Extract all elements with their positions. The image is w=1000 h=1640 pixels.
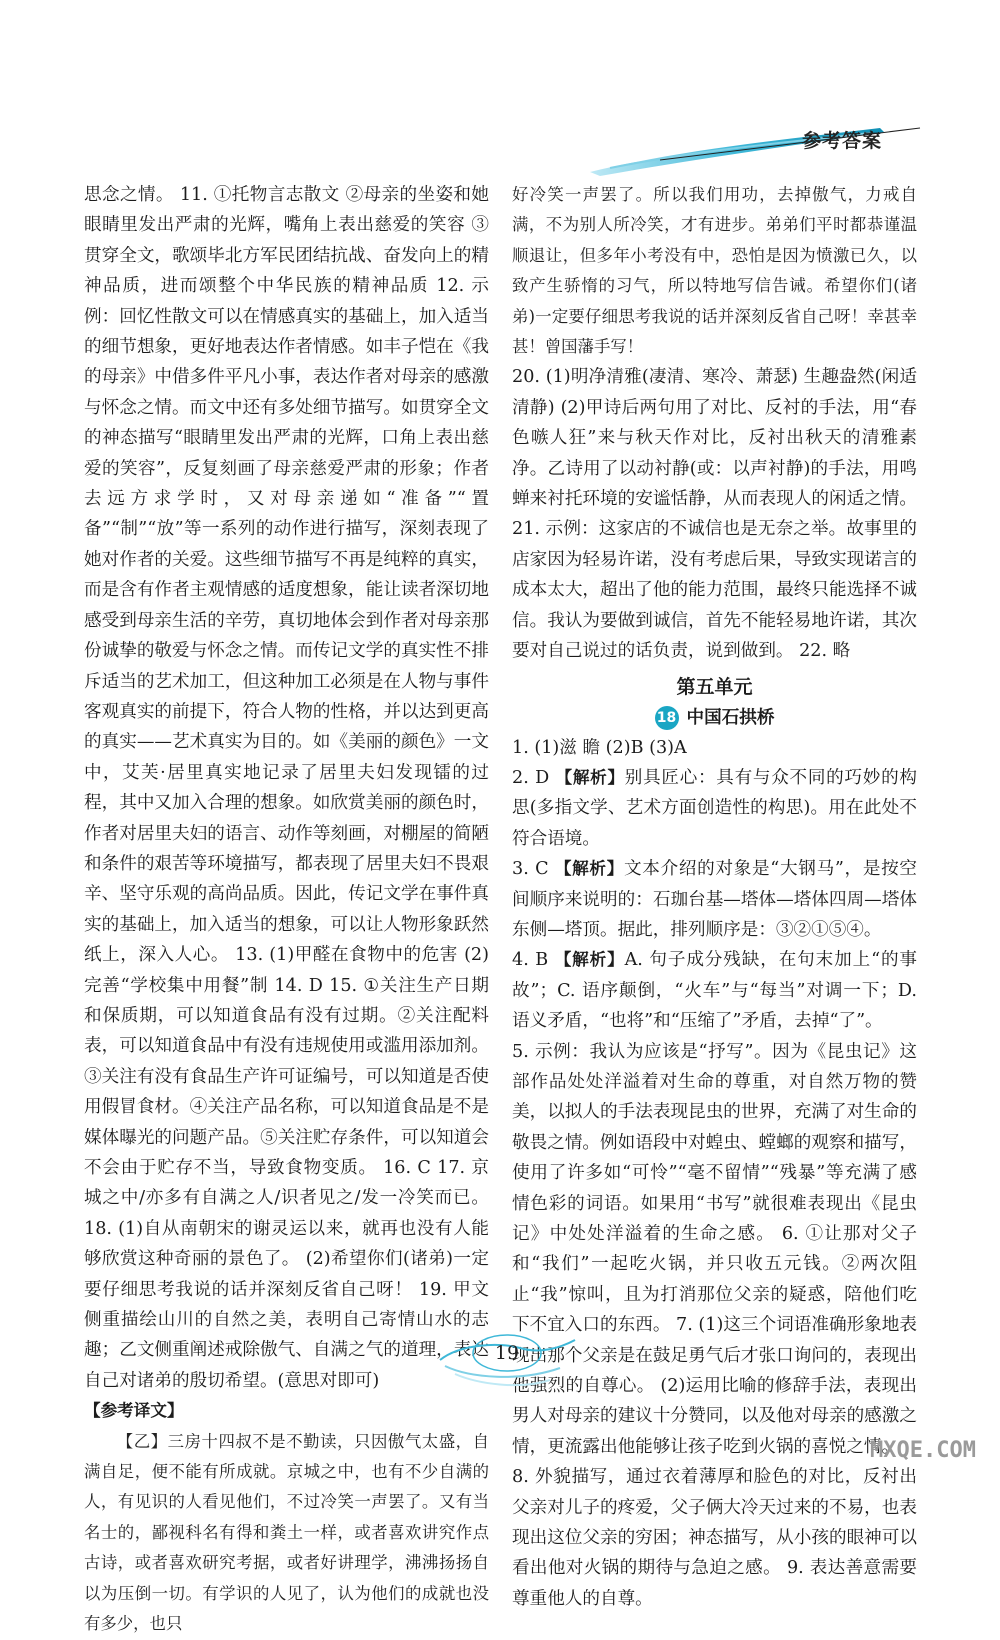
answer-3-number: 3. C (512, 859, 549, 880)
answer-4-number: 4. B (512, 950, 549, 971)
answer-4-text: A. 句子成分残缺，在句末加上“的事故”；C. 语序颠倒，“火车”与“每当”对调一下；D. 语义矛盾，“也将”和“压缩了”矛盾，去掉“了”。 (512, 950, 918, 1032)
answer-20-22: 20. (1)明净清雅(凄清、寒冷、萧瑟) 生趣盎然(闲适清静) (2)甲诗后两句用了对比、反衬的手法，用“春色嗾人狂”来与秋天作对比，反衬出秋天的清雅素净。乙诗用了以动衬静(或：以声衬静)的手法，用鸣蝉来衬托环境的安谧恬静，从而表现人的闲适之情。 21. 示例：这家店的不诚信也是无奈之举。故事里的店家因为轻易许诺，没有考虑后果，导致实现诺言的成本太大，超出了他的能力范围，最终只能选择不诚信。我认为要做到诚信，首先不能轻易地许诺，其次要对自己说过的话负责，说到做到。 22. 略 (512, 367, 917, 662)
analysis-label: 【解析】 (554, 859, 624, 879)
answer-5-7: 5. 示例：我认为应该是“抒写”。因为《昆虫记》这部作品处处洋溢着对生命的尊重，对自然万物的赞美，以拟人的手法表现昆虫的世界，充满了对生命的敬畏之情。例如语段中对蝗虫、螳螂的观察和描写，使用了许多如“可怜”“毫不留情”“残暴”等充满了感情色彩的词语。如果用“书写”就很难表现出《昆虫记》中处处洋溢着的生命之感。 6. ①让那对父子和“我们”一起吃火锅，并只收五元钱。②两次阻止“我”惊叫，且为打消那位父亲的疑惑，陪他们吃下不宜入口的东西。 7. (1)这三个词语准确形象地表现出那个父亲是在鼓足勇气后才张口询问的，表现出他强烈的自尊心。 (2)运用比喻的修辞手法，表现出男人对母亲的建议十分赞同，以及他对母亲的感激之情，更流露出他能够让孩子吃到火锅的喜悦之情。 (512, 1041, 917, 1457)
lesson-number-badge: 18 (655, 706, 679, 730)
page-header (0, 0, 1000, 175)
translation-label: 【参考译文】 (84, 1401, 184, 1421)
header-title: 参考答案 (801, 130, 882, 152)
watermark-logo: MXQE.COM (870, 1438, 976, 1463)
answer-1: 1. (1)滋 瞻 (2)B (3)A (512, 737, 687, 758)
left-column (84, 180, 489, 1634)
answer-text: 思念之情。 11. ①托物言志散文 ②母亲的坐姿和她眼睛里发出严肃的光辉，嘴角上表出慈爱的笑容 ③贯穿全文，歌颂毕北方军民团结抗战、奋发向上的精神品质，进而颂整个中华民族的精神品质 12. 示例：回忆性散文可以在情感真实的基础上，加入适当的细节想象，更好地表达作者情感。如丰子恺在《我的母亲》中借多件平凡小事，表达作者对母亲的感激与怀念之情。而文中还有多处细节描写。如贯穿全文的神态描写“眼睛里发出严肃的光辉，口角上表出慈爱的笑容”，反复刻画了母亲慈爱严肃的形象；作者去远方求学时，又对母亲递如“准备”“置备”“制”“放”等一系列的动作进行描写，深刻表现了她对作者的关爱。这些细节描写不再是纯粹的真实，而是含有作者主观情感的适度想象，能让读者深切地感受到母亲生活的辛劳，真切地体会到作者对母亲那份诚挚的敬爱与怀念之情。而传记文学的真实性不排斥适当的艺术加工，但这种加工必须是在人物与事件客观真实的前提下，符合人物的性格，并以达到更高的真实——艺术真实为目的。如《美丽的颜色》一文中，艾芙·居里真实地记录了居里夫妇发现镭的过程，其中又加入合理的想象。如欣赏美丽的颜色时，作者对居里夫妇的语言、动作等刻画，对棚屋的简陋和条件的艰苦等环境描写，都表现了居里夫妇不畏艰辛、坚守乐观的高尚品质。因此，传记文学在事件真实的基础上，加入适当的想象，可以让人物形象跃然纸上，深入人心。 13. (1)甲醛在食物中的危害 (2)完善“学校集中用餐”制 14. D 15. ①关注生产日期和保质期，可以知道食品有没有过期。②关注配料表，可以知道食品中有没有违规使用或滥用添加剂。③关注有没有食品生产许可证编号，可以知道是否使用假冒食材。④关注产品名称，可以知道食品是不是媒体曝光的问题产品。⑤关注贮存条件，可以知道会不会由于贮存不当，导致食物变质。 16. C 17. 京城之中/亦多有自满之人/识者见之/发一冷笑而已。 18. (1)自从南朝宋的谢灵运以来，就再也没有人能够欣赏这种奇丽的景色了。 (2)希望你们(诸弟)一定要仔细思考我说的话并深刻反省自己呀！ 19. 甲文侧重描绘山川的自然之美，表明自己寄情山水的志趣；乙文侧重阐述戒除傲气、自满之气的道理，表达自己对诸弟的殷切希望。(意思对即可) (84, 185, 489, 1391)
answer-8-9: 8. 外貌描写，通过衣着薄厚和脸色的对比，反衬出父亲对儿子的疼爱，父子俩大冷天过来的不易，也表现出这位父亲的穷困；神态描写，从小孩的眼神可以看出他对火锅的期待与急迫之感。 9. 表达善意需要尊重他人的自尊。 (512, 1467, 917, 1609)
answer-2-text: 别具匠心：具有与众不同的巧妙的构思(多指文学、艺术方面创造性的构思)。用在此处不符合语境。 (512, 767, 917, 849)
answer-4 (512, 945, 917, 1036)
answer-3 (512, 854, 917, 945)
translation-continued: 好冷笑一声罢了。所以我们用功，去掉傲气，力戒自满，不为别人所冷笑，才有进步。弟弟们平时都恭谨温顺退让，但多年小考没有中，恐怕是因为愤激已久，以致产生骄惰的习气，所以特地写信告诫。希望你们(诸弟)一定要仔细思考我说的话并深刻反省自己呀！幸甚幸甚！曾国藩手写！ (512, 185, 917, 357)
unit-title: 第五单元 (676, 675, 753, 698)
answer-3-text: 文本介绍的对象是“大钢马”，是按空间顺序来说明的：石珈台基—塔体—塔体四周—塔体东侧—塔顶。据此，排列顺序是：③②①⑤④。 (512, 859, 918, 940)
page-number: 19 (494, 1342, 520, 1364)
lesson-heading (512, 703, 917, 733)
translation-text: 【乙】三房十四叔不是不勤读，只因傲气太盛，自满自足，便不能有所成就。京城之中，也有不少自满的人，有见识的人看见他们，不过冷笑一声罢了。又有当名士的，鄙视科名有得和粪土一样，或者喜欢讲究作点古诗，或者喜欢研究考据，或者好讲理学，沸沸扬扬自以为压倒一切。有学识的人见了，认为他们的成就也没有多少，也只 (84, 1431, 489, 1634)
analysis-label: 【解析】 (555, 767, 625, 787)
answer-2-number: 2. D (512, 767, 550, 788)
answer-2 (512, 763, 917, 854)
lesson-title: 中国石拱桥 (686, 707, 775, 728)
right-column (512, 180, 918, 1609)
analysis-label: 【解析】 (554, 950, 625, 970)
